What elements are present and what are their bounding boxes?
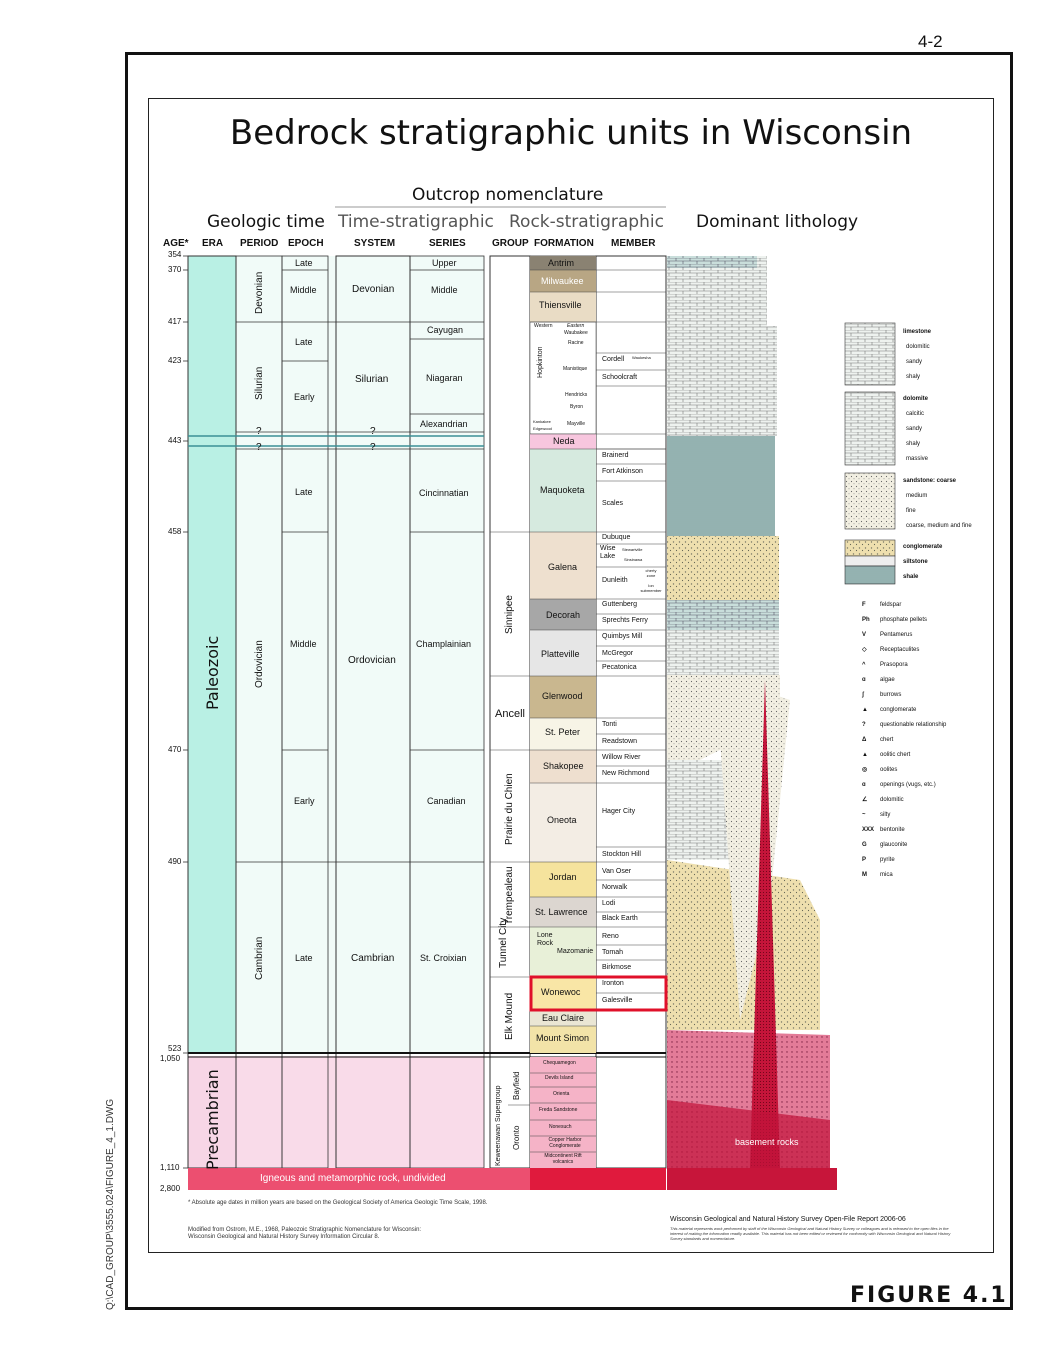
symbol-glyph: ~ (862, 812, 866, 818)
small-formation: Freda Sandstone (539, 1107, 578, 1113)
col-group: GROUP (492, 238, 529, 249)
formation-label: Thiensville (539, 300, 582, 310)
legend-heading: siltstone (903, 559, 928, 565)
member-label: Willow River (602, 754, 641, 761)
epoch-label: Early (294, 392, 315, 402)
symbol-text: mica (880, 872, 893, 878)
col-system: SYSTEM (354, 238, 396, 249)
symbol-row (862, 703, 946, 718)
group-trempealeau: Trempealeau (504, 866, 515, 925)
member-label: Tonti (602, 721, 617, 728)
symbol-row (862, 808, 946, 823)
col-member: MEMBER (611, 238, 656, 249)
small-formation: Edgewood (533, 426, 552, 431)
epoch-label: Middle (290, 639, 317, 649)
symbol-row (862, 838, 946, 853)
symbol-row (862, 598, 946, 613)
age-label: 523 (168, 1044, 182, 1053)
formation-label: Neda (553, 436, 575, 446)
symbol-text: Pentamerus (880, 632, 913, 638)
era-paleozoic: Paleozoic (203, 635, 222, 710)
formation-label: Mazomanie (557, 948, 594, 955)
symbol-glyph: Δ (862, 737, 867, 743)
symbol-row (862, 613, 946, 628)
legend-swatches (845, 323, 895, 584)
survey-note: This material represents work performed by staff of the Wisconsin Geological and Natural History Survey or colleagues and is released to the open files in the interest of making the information readily available. This material has not been edited or reviewed for conformity with Wisconsin Geological and Natural History Survey standards and nomenclature. (670, 1226, 951, 1241)
survey-title: Wisconsin Geological and Natural History Survey Open-File Report 2006-06 (670, 1216, 906, 1223)
col-epoch: EPOCH (288, 238, 324, 249)
legend-limestone (903, 325, 931, 385)
series-label: Niagaran (426, 373, 463, 383)
symbol-glyph: ∠ (862, 797, 868, 803)
series-label: Champlainian (416, 639, 472, 649)
group-keweenawan: Keweenawan Supergroup (495, 1085, 502, 1166)
age-label: 423 (168, 356, 182, 365)
col-formation: FORMATION (534, 238, 594, 249)
geologic-time-header: Geologic time (207, 212, 325, 232)
symbol-row (862, 628, 946, 643)
legend-item: shaly (906, 374, 921, 380)
question-mark: ? (370, 426, 376, 437)
age-label: 2,800 (160, 1184, 181, 1193)
small-formation: Manistique (563, 366, 588, 372)
group-sinnipee: Sinnipee (504, 595, 515, 634)
member-label: Ironton (602, 980, 624, 987)
symbol-text: oolitic chert (880, 752, 911, 758)
legend-dolomite (903, 392, 928, 467)
age-label: 490 (168, 857, 182, 866)
series-label: Middle (431, 285, 458, 295)
epoch-label: Late (295, 487, 313, 497)
small-formation: Kankakee (533, 419, 551, 424)
symbol-text: openings (vugs, etc.) (880, 782, 936, 788)
group-prairie-du-chien: Prairie du Chien (504, 773, 515, 845)
member-label: Sprechts Ferry (602, 617, 648, 624)
member-label: Birkmose (602, 964, 632, 971)
member-label: Reno (602, 933, 619, 940)
member-label: Dubuque (602, 534, 631, 541)
member-label: Guttenberg (602, 601, 638, 608)
member-label: Lodi (602, 900, 616, 907)
member-galesville: Galesville (602, 997, 633, 1004)
legend-item: medium (906, 493, 928, 499)
formation-label: Oneota (547, 815, 577, 825)
symbol-glyph: ɑ (862, 677, 866, 683)
period-devonian: Devonian (254, 271, 265, 314)
small-formation: Mayville (567, 421, 586, 427)
small-formation: Byron (570, 404, 584, 410)
formation-label: St. Peter (545, 727, 581, 737)
small-formation: Sinsinawa (624, 557, 643, 562)
footnote: * Absolute age dates in million years are based on the Geological Society of America Geologic Time Scale, 1998. (188, 1200, 488, 1206)
symbol-glyph: ◎ (862, 767, 868, 773)
symbol-text: silty (880, 812, 891, 818)
legend-item: sandy (906, 359, 923, 365)
symbol-row (862, 673, 946, 688)
symbol-glyph: ʃ (862, 692, 864, 698)
series-label: Cincinnatian (419, 488, 469, 498)
credit-line: Wisconsin Geological and Natural History Survey Information Circular 8. (188, 1234, 380, 1240)
series-label: Cayugan (427, 325, 464, 335)
igneous-label: Igneous and metamorphic rock, undivided (260, 1173, 446, 1184)
col-age: AGE* (163, 238, 189, 249)
age-label: 354 (168, 250, 182, 259)
small-formation: Western (534, 323, 553, 329)
member-label: Fort Atkinson (602, 468, 643, 475)
age-label: 1,110 (160, 1163, 180, 1172)
legend-item: fine (906, 508, 916, 514)
group-bayfield: Bayfield (512, 1071, 521, 1100)
legend-heading: conglomerate (903, 544, 943, 550)
figure-label: FIGURE 4.1 (850, 1283, 1008, 1308)
epoch-label: Late (295, 337, 313, 347)
symbol-text: burrows (880, 692, 902, 698)
symbol-text: phosphate pellets (880, 617, 928, 623)
symbol-row (862, 763, 946, 778)
era-precambrian: Precambrian (203, 1069, 222, 1170)
symbol-glyph: ▲ (862, 707, 868, 713)
basement-label: basement rocks (735, 1137, 799, 1147)
symbol-row (862, 688, 946, 703)
member-label: Brainerd (602, 452, 629, 459)
symbol-text: questionable relationship (880, 722, 947, 728)
member-label: Scales (602, 500, 624, 507)
legend-heading: limestone (903, 329, 932, 335)
formation-label: Galena (548, 562, 578, 572)
legend-item: calcitic (906, 411, 925, 417)
symbol-text: Receptaculites (880, 647, 920, 653)
age-label: 1,050 (160, 1054, 181, 1063)
series-label: Canadian (427, 796, 466, 806)
member-label: Cordell (602, 356, 625, 363)
symbol-text: algae (880, 677, 895, 683)
file-path: Q:\CAD_GROUP\3555.024\FIGURE_4_1.DWG (105, 1098, 116, 1310)
symbol-text: pyrite (880, 857, 895, 863)
symbol-legend (862, 598, 946, 883)
formation-label: Jordan (549, 872, 577, 882)
group-ancell: Ancell (495, 708, 525, 720)
symbol-glyph: V (862, 632, 867, 638)
col-era: ERA (202, 238, 224, 249)
symbol-row (862, 778, 946, 793)
legend-other (903, 540, 942, 585)
formation-label: Platteville (541, 649, 580, 659)
symbol-glyph: ɑ (862, 782, 866, 788)
epoch-label: Middle (290, 285, 317, 295)
small-formation: Copper Harbor Conglomerate (548, 1137, 582, 1149)
lithology-column (667, 256, 837, 1190)
member-label: Readstown (602, 738, 638, 745)
small-formation: Wise Lake (600, 545, 616, 560)
member-label: Stockton Hill (602, 851, 641, 858)
legend-heading: dolomite (903, 396, 928, 402)
formation-label: Mount Simon (536, 1033, 590, 1043)
outcrop-header: Outcrop nomenclature (412, 185, 604, 205)
age-label: 370 (168, 265, 182, 274)
member-label: Pecatonica (602, 664, 637, 671)
credit-line: Modified from Ostrom, M.E., 1968, Paleozoic Stratigraphic Nomenclature for Wisconsin: (188, 1227, 422, 1233)
formation-label: Decorah (546, 610, 581, 620)
question-mark: ? (256, 442, 262, 453)
system-label: Silurian (355, 374, 389, 385)
col-period: PERIOD (240, 238, 279, 249)
small-formation: Orienta (553, 1091, 570, 1097)
page-title: Bedrock stratigraphic units in Wisconsin (229, 113, 913, 153)
member-label: Hager City (602, 808, 636, 815)
symbol-text: bentonite (880, 827, 905, 833)
formation-label: Eau Claire (542, 1013, 585, 1023)
symbol-glyph: Ph (862, 617, 870, 623)
legend-sandstone (903, 474, 972, 534)
symbol-glyph: ▲ (862, 752, 868, 758)
age-label: 470 (168, 745, 182, 754)
symbol-text: Prasopora (880, 662, 908, 668)
small-formation: Chequamegon (543, 1060, 576, 1066)
col-series: SERIES (429, 238, 466, 249)
symbol-text: feldspar (880, 602, 902, 608)
symbol-glyph: P (862, 857, 867, 863)
formation-label: Maquoketa (540, 485, 585, 495)
legend-heading: shale (903, 574, 919, 580)
small-formation: Nonesuch (549, 1124, 572, 1130)
system-label: Ordovician (348, 655, 396, 666)
legend-item: massive (906, 456, 929, 462)
symbol-text: dolomitic (880, 797, 904, 803)
formation-label: Antrim (548, 258, 575, 268)
series-label: Upper (432, 258, 457, 268)
member-label: Waukesha (632, 355, 651, 360)
age-label: 458 (168, 527, 182, 536)
symbol-text: conglomerate (880, 707, 917, 713)
member-label: Van Oser (602, 868, 632, 875)
symbol-row (862, 658, 946, 673)
symbol-glyph: ◇ (862, 647, 867, 653)
member-label: Ion submember (640, 583, 662, 593)
group-tunnel-city: Tunnel City (498, 917, 509, 968)
period-silurian: Silurian (254, 366, 265, 400)
legend-item: dolomitic (906, 344, 930, 350)
symbol-row (862, 733, 946, 748)
period-cambrian: Cambrian (254, 936, 265, 980)
small-formation: Eastern (567, 323, 585, 329)
group-oronto: Oronto (512, 1125, 521, 1150)
formation-label: St. Lawrence (535, 907, 588, 917)
formation-wonewoc: Wonewoc (541, 987, 581, 997)
member-label: Dunleith (602, 577, 628, 584)
formation-label: Shakopee (543, 761, 584, 771)
member-label: Norwalk (602, 884, 628, 891)
question-mark: ? (256, 426, 262, 437)
small-formation: Devils Island (545, 1075, 574, 1081)
small-formation: Stewartville (622, 547, 643, 552)
system-label: Cambrian (351, 953, 395, 964)
epoch-label: Late (295, 953, 313, 963)
symbol-row (862, 868, 946, 883)
symbol-glyph: F (862, 602, 866, 608)
legend-item: coarse, medium and fine (906, 523, 972, 529)
system-label: Devonian (352, 284, 395, 295)
symbol-row (862, 793, 946, 808)
group-hopkinton: Hopkinton (537, 346, 544, 378)
member-label: Quimbys Mill (602, 633, 643, 640)
formation-label: Glenwood (542, 691, 583, 701)
symbol-text: glauconite (880, 842, 908, 848)
lithology-header: Dominant lithology (696, 212, 859, 232)
member-label: Black Earth (602, 915, 638, 922)
symbol-glyph: G (862, 842, 867, 848)
symbol-row (862, 823, 946, 838)
member-label: cherty zone (645, 568, 657, 578)
age-label: 443 (168, 436, 182, 445)
symbol-row (862, 853, 946, 868)
symbol-row (862, 748, 946, 763)
legend-heading: sandstone: coarse (903, 478, 957, 484)
symbol-row (862, 643, 946, 658)
small-formation: Midcontinent Rift volcanics (544, 1153, 582, 1165)
group-elk-mound: Elk Mound (504, 992, 515, 1040)
period-ordovician: Ordovician (254, 640, 265, 688)
page-number: 4-2 (918, 32, 943, 51)
time-strat-header: Time-stratigraphic (338, 212, 494, 232)
symbol-glyph: M (862, 872, 867, 878)
symbol-glyph: ^ (862, 662, 866, 668)
legend-item: sandy (906, 426, 923, 432)
rock-strat-header: Rock-stratigraphic (509, 212, 664, 232)
formation-label: Lone Rock (537, 932, 553, 947)
symbol-row (862, 718, 946, 733)
member-label: Schoolcraft (602, 374, 638, 381)
formation-label: Milwaukee (541, 276, 584, 286)
small-formation: Hendricks (565, 392, 588, 398)
symbol-glyph: XXX (862, 827, 875, 833)
small-formation: Racine (568, 340, 584, 346)
symbol-glyph: ? (862, 722, 866, 728)
legend-item: shaly (906, 441, 921, 447)
member-label: Tomah (602, 949, 624, 956)
question-mark: ? (370, 442, 376, 453)
symbol-text: chert (880, 737, 894, 743)
series-label: Alexandrian (420, 419, 468, 429)
epoch-label: Early (294, 796, 315, 806)
member-label: New Richmond (602, 770, 650, 777)
small-formation: Waubakee (564, 330, 588, 336)
symbol-text: oolites (880, 767, 898, 773)
age-label: 417 (168, 317, 182, 326)
series-label: St. Croixian (420, 953, 467, 963)
epoch-label: Late (295, 258, 313, 268)
member-label: McGregor (602, 650, 634, 657)
